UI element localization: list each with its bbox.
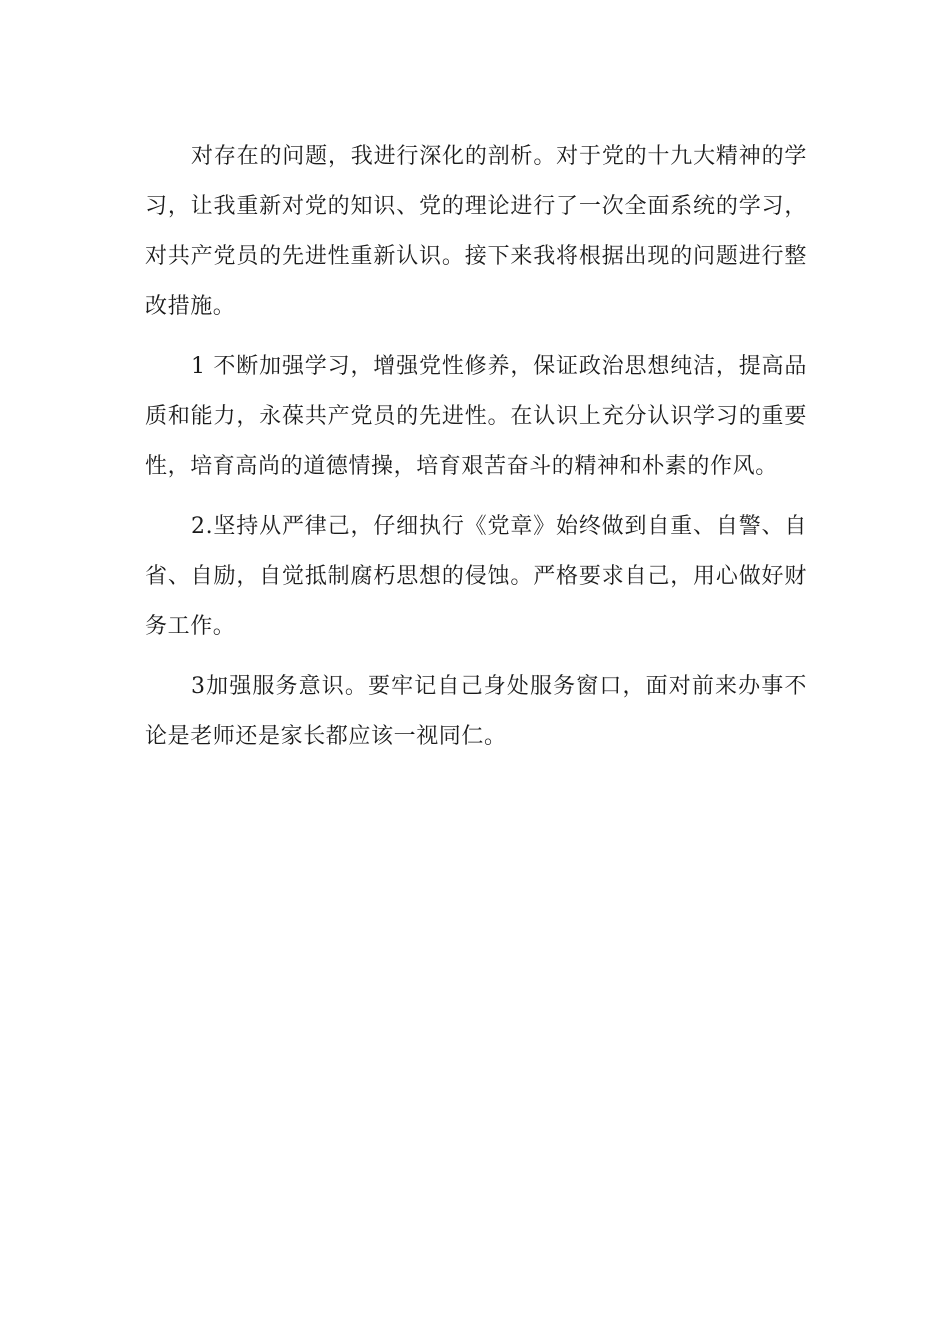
document-body [145, 132, 807, 772]
paragraph-measure-1: 1 不断加强学习，增强党性修养，保证政治思想纯洁，提高品质和能力，永葆共产党员的先进性。在认识上充分认识学习的重要性，培育高尚的道德情操，培育艰苦奋斗的精神和朴素的作风。 [145, 354, 807, 479]
paragraph-analysis: 对存在的问题，我进行深化的剖析。对于党的十九大精神的学习，让我重新对党的知识、党的理论进行了一次全面系统的学习，对共产党员的先进性重新认识。接下来我将根据出现的问题进行整改措施。 [145, 144, 807, 319]
paragraph-measure-3: 3加强服务意识。要牢记自己身处服务窗口，面对前来办事不论是老师还是家长都应该一视同仁。 [145, 674, 807, 749]
paragraph-measure-2: 2.坚持从严律己，仔细执行《党章》始终做到自重、自警、自省、自励，自觉抵制腐朽思想的侵蚀。严格要求自己，用心做好财务工作。 [145, 514, 807, 639]
